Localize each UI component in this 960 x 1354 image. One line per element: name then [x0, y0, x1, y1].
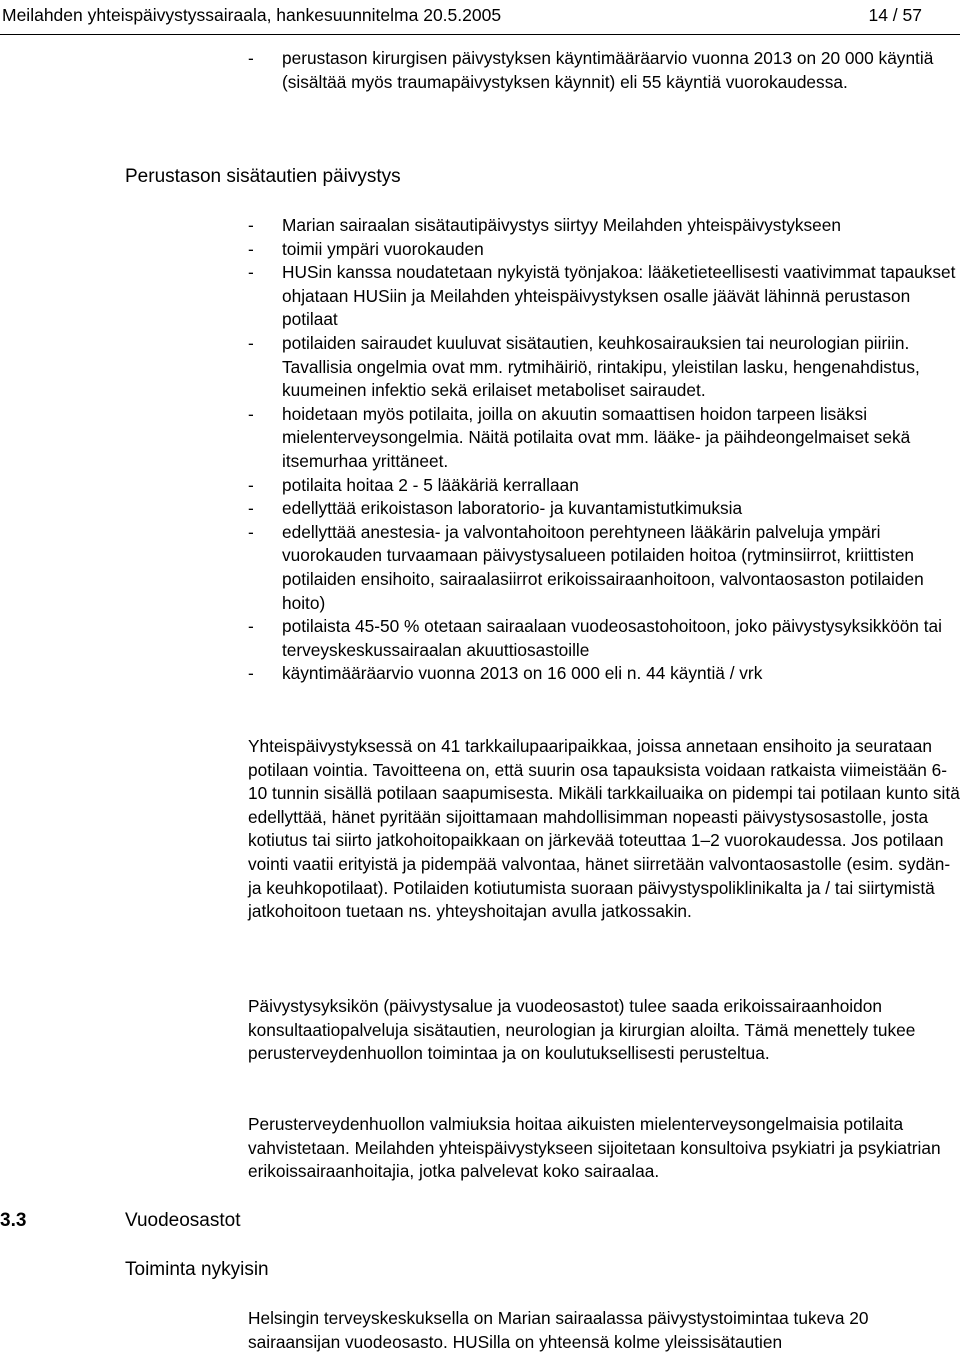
list-item-text: perustason kirurgisen päivystyksen käyntimääräarvio vuonna 2013 on 20 000 käyntiä (sisältää myös traumapäivystyksen käynnit) eli 55 käyntiä vuorokaudessa. [282, 48, 934, 92]
section-number: 3.3 [0, 1210, 27, 1231]
section-title: Vuodeosastot [125, 1210, 241, 1231]
list-item [248, 214, 960, 238]
page-header [0, 0, 960, 35]
list-item [248, 47, 960, 94]
paragraph: Helsingin terveyskeskuksella on Marian sairaalassa päivystystoimintaa tukeva 20 sairaansijan vuodeosasto. HUSilla on yhteensä kolme yleissisätautien [248, 1308, 869, 1352]
section-heading: Perustason sisätautien päivystys [125, 166, 401, 187]
bullet-dash: - [248, 521, 254, 542]
bullet-dash: - [248, 498, 254, 519]
list-item-text: potilaista 45-50 % otetaan sairaalaan vuodeosastohoitoon, joko päivystysyksikköön tai terveyskeskussairaalan akuuttiosastoille [282, 616, 942, 660]
list-item-text: potilaiden sairaudet kuuluvat sisätautien, keuhkosairauksien tai neurologian piiriin. Tavallisia ongelmia ovat mm. rytmihäiriö, rintakipu, yleistilan lasku, hengenahdistus, kuumeinen infektio sekä erilaiset metaboliset sairaudet. [282, 332, 920, 401]
list-item [248, 332, 960, 403]
bullet-dash: - [248, 332, 254, 353]
paragraph: Yhteispäivystyksessä on 41 tarkkailupaaripaikkaa, joissa annetaan ensihoito ja seurataan potilaan vointia. Tavoitteena on, että suurin osa tapauksista voidaan ratkaista viimeistään 6-10 tunnin sisällä potilaan saapumisesta. Mikäli tarkkailuaika on pidempi tai potilaan kunto sitä edellyttää, hänet pyritään sijoittamaan mahdollisimman nopeasti päivystysosastolle, josta kotiutus tai siirto jatkohoitopaikkaan on järkevää toteuttaa 1–2 vuorokaudessa. Jos potilaan vointi vaatii erityistä ja pidempää valvontaa, hänet siirretään valvontaosastolle (esim. sydän- ja keuhkopotilaat). Potilaiden kotiutumista suoraan päivystyspoliklinikalta ja / tai siirtymistä jatkohoitoon tuetaan ns. yhteyshoitajan avulla jatkossakin. [248, 736, 960, 922]
list-item-text: toimii ympäri vuorokauden [282, 238, 484, 259]
list-item [248, 238, 960, 262]
list-item-text: hoidetaan myös potilaita, joilla on akuutin somaattisen hoidon tarpeen lisäksi mielenterveysongelmia. Näitä potilaita ovat mm. lääke- ja päihdeongelmaiset sekä itsemurhaa yrittäneet. [282, 403, 911, 471]
bullet-dash: - [248, 262, 254, 283]
bullet-dash: - [248, 238, 254, 259]
list-item [248, 403, 960, 474]
bullet-dash: - [248, 663, 254, 684]
page-number: 14 / 57 [868, 5, 922, 25]
list-item [248, 261, 960, 332]
bullet-dash: - [248, 403, 254, 424]
bullet-dash: - [248, 474, 254, 495]
list-item-text: edellyttää anestesia- ja valvontahoitoon perehtyneen lääkärin palveluja ympäri vuorokauden turvaamaan päivystysalueen potilaiden hoitoa (rytminsiirrot, kriittisten potilaiden ensihoito, sairaalasiirrot erikoissairaanhoitoon, valvontaosaston potilaiden hoito) [282, 521, 924, 613]
list-item-text: käyntimääräarvio vuonna 2013 on 16 000 eli n. 44 käyntiä / vrk [282, 663, 763, 684]
header-title: Meilahden yhteispäivystyssairaala, hankesuunnitelma 20.5.2005 [2, 5, 502, 25]
list-item-text: HUSin kanssa noudatetaan nykyistä työnjakoa: lääketieteellisesti vaativimmat tapaukset ohjataan HUSiin ja Meilahden yhteispäivystyksen osalle jäävät lähinnä perustason potilaat [282, 262, 956, 330]
list-item-text: potilaita hoitaa 2 - 5 lääkäriä kerrallaan [282, 474, 579, 495]
bullet-dash: - [248, 616, 254, 637]
paragraph: Perusterveydenhuollon valmiuksia hoitaa aikuisten mielenterveysongelmaisia potilaita vahvistetaan. Meilahden yhteispäivystykseen sijoitetaan konsultoiva psykiatri ja psykiatrian erikoissairaanhoitajia, jotka palvelevat koko sairaalaa. [248, 1114, 941, 1182]
list-item [248, 497, 960, 521]
list-item-text: edellyttää erikoistason laboratorio- ja kuvantamistutkimuksia [282, 498, 743, 519]
list-item [248, 474, 960, 498]
list-item-text: Marian sairaalan sisätautipäivystys siirtyy Meilahden yhteispäivystykseen [282, 215, 841, 235]
list-item [248, 662, 960, 686]
bullet-dash: - [248, 215, 254, 235]
subheading: Toiminta nykyisin [125, 1259, 269, 1280]
top-bullet-list [248, 47, 960, 94]
bullet-list [248, 214, 960, 686]
bullet-dash: - [248, 48, 254, 68]
list-item [248, 521, 960, 615]
paragraph: Päivystysyksikön (päivystysalue ja vuodeosastot) tulee saada erikoissairaanhoidon konsultaatiopalveluja sisätautien, neurologian ja kirurgian aloilta. Tämä menettely tukee perusterveydenhuollon toimintaa ja on koulutuksellisesti perusteltua. [248, 996, 916, 1064]
list-item [248, 615, 960, 662]
